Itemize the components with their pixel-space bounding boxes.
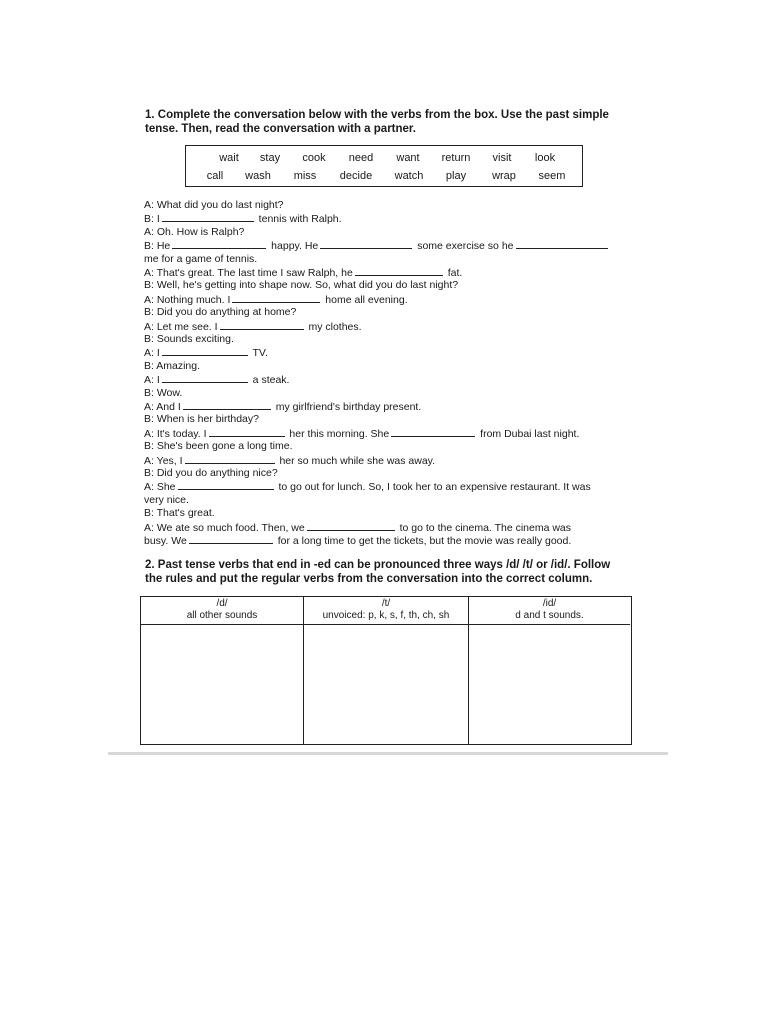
dialogue-text: A: Yes, I [144,454,183,467]
column-symbol: /id/ [542,598,557,609]
answer-blank[interactable] [185,454,275,464]
dialogue-text: A: What did you do last night? [144,199,284,211]
dialogue-line [144,387,624,400]
dialogue-text: B: Wow. [144,386,183,399]
word-box-verb: call [206,170,224,182]
dialogue-text: her so much while she was away. [276,454,436,467]
word-box-verb: want [396,152,420,164]
dialogue-text: some exercise so he [414,240,514,253]
dialogue-text: busy. We [144,535,187,547]
word-box-verb: visit [492,152,512,164]
dialogue-line [144,467,624,480]
dialogue-text: my girlfriend's birthday present. [272,401,422,413]
dialogue-text: A: That's great. The last time I saw Ralph, he [144,267,353,279]
answer-blank[interactable] [307,521,395,531]
word-box-verb: wash [245,170,271,182]
dialogue-text: for a long time to get the tickets, but the movie was really good. [274,535,572,547]
column-rule: all other sounds [186,610,258,621]
word-box-verb: seem [538,170,566,182]
word-box-row-1 [186,152,582,169]
dialogue-line [144,199,624,212]
answer-blank[interactable] [162,212,254,222]
dialogue-text: B: She's been gone a long time. [144,440,293,453]
column-rule: d and t sounds. [515,610,584,621]
dialogue-text: happy. He [268,240,319,253]
word-box-verb: miss [293,170,317,182]
column-header [469,597,630,625]
dialogue-text: A: It's today. I [144,427,207,440]
dialogue-line [144,494,624,507]
dialogue-text: TV. [249,347,268,360]
word-box-verb: wait [219,152,239,164]
word-box-verb: stay [259,152,281,164]
word-box-verb: look [534,152,556,164]
dialogue-line [144,212,624,226]
dialogue-text: A: And I [144,401,181,413]
answer-blank[interactable] [355,266,443,276]
dialogue-text: me for a game of tennis. [144,252,258,265]
dialogue-line [144,454,624,468]
exercise-1-heading: 1. Complete the conversation below with the verbs from the box. Use the past simple tense. Then, read the conversation with a partner. [145,109,609,135]
dialogue-line [144,293,624,307]
word-box-verb: wrap [492,170,516,182]
word-box-verb: return [441,152,471,164]
dialogue-line [144,400,624,414]
column-symbol: /d/ [216,598,228,609]
dialogue-text: home all evening. [322,293,408,306]
answer-blank[interactable] [178,480,274,490]
dialogue-text: B: Well, he's getting into shape now. So, what did you do last night? [144,279,459,292]
column-t [304,597,469,744]
dialogue-text: B: He [144,240,171,253]
dialogue-text: A: I [144,374,160,387]
dialogue-line [144,320,624,334]
dialogue-text: B: When is her birthday? [144,413,259,426]
column-header [304,597,468,625]
dialogue-line [144,226,624,239]
dialogue-text: A: Nothing much. I [144,293,231,306]
dialogue-text: B: That's great. [144,507,215,520]
dialogue-text: A: She [144,481,176,494]
dialogue-line [144,507,624,520]
column-header [141,597,303,625]
column-d [141,597,304,744]
answer-blank[interactable] [516,239,608,249]
dialogue-line [144,346,624,360]
column-id [469,597,630,744]
word-box-verb: decide [339,170,373,182]
dialogue-text: very nice. [144,493,189,506]
dialogue-text: B: Did you do anything at home? [144,306,297,319]
dialogue-line [144,440,624,453]
pronunciation-table [140,596,632,745]
answer-blank[interactable] [220,320,304,330]
column-rule: unvoiced: p, k, s, f, th, ch, sh [322,610,450,621]
word-box-verb: play [445,170,467,182]
verb-word-box [185,145,583,187]
answer-blank[interactable] [172,239,266,249]
dialogue-text: to go out for lunch. So, I took her to an expensive restaurant. It was [275,481,591,494]
exercise-2-heading: 2. Past tense verbs that end in -ed can be pronounced three ways /d/ /t/ or /id/. Follow the rules and put the regular verbs from the conversation into the correct column. [145,559,611,585]
word-box-verb: need [348,152,374,164]
dialogue-line [144,521,624,535]
dialogue-line [144,266,624,280]
dialogue-line [144,279,624,292]
dialogue-text: B: I [144,213,160,226]
answer-blank[interactable] [391,427,475,437]
dialogue-text: B: Amazing. [144,359,201,372]
dialogue-line [144,239,624,253]
dialogue-text: A: Oh. How is Ralph? [144,225,245,238]
dialogue-text: my clothes. [305,320,362,333]
column-symbol: /t/ [381,598,391,609]
answer-blank[interactable] [189,534,273,544]
dialogue-line [144,373,624,387]
dialogue-text: A: I [144,347,160,360]
dialogue-text: B: Did you do anything nice? [144,467,278,479]
dialogue-text: fat. [444,267,463,279]
dialogue-line [144,413,624,426]
dialogue-text: A: Let me see. I [144,320,218,333]
page-bottom-divider [108,752,668,755]
dialogue-line [144,253,624,266]
dialogue-line [144,480,624,494]
dialogue-line [144,534,624,548]
word-box-verb: watch [394,170,424,182]
answer-blank[interactable] [183,400,271,410]
dialogue-line [144,333,624,346]
answer-blank[interactable] [209,427,285,437]
dialogue-text: a steak. [249,374,290,387]
dialogue-text: to go to the cinema. The cinema was [396,521,572,534]
answer-blank[interactable] [320,239,412,249]
dialogue-line [144,360,624,373]
dialogue-line [144,427,624,441]
answer-blank[interactable] [162,373,248,383]
dialogue-text: tennis with Ralph. [255,213,342,226]
dialogue-text: A: We ate so much food. Then, we [144,521,305,534]
answer-blank[interactable] [162,346,248,356]
dialogue-text: from Dubai last night. [477,427,580,440]
dialogue-text: B: Sounds exciting. [144,333,234,345]
dialogue-line [144,306,624,319]
dialogue-text: her this morning. She [286,427,390,440]
answer-blank[interactable] [232,293,320,303]
word-box-row-2 [186,170,582,187]
word-box-verb: cook [302,152,326,164]
